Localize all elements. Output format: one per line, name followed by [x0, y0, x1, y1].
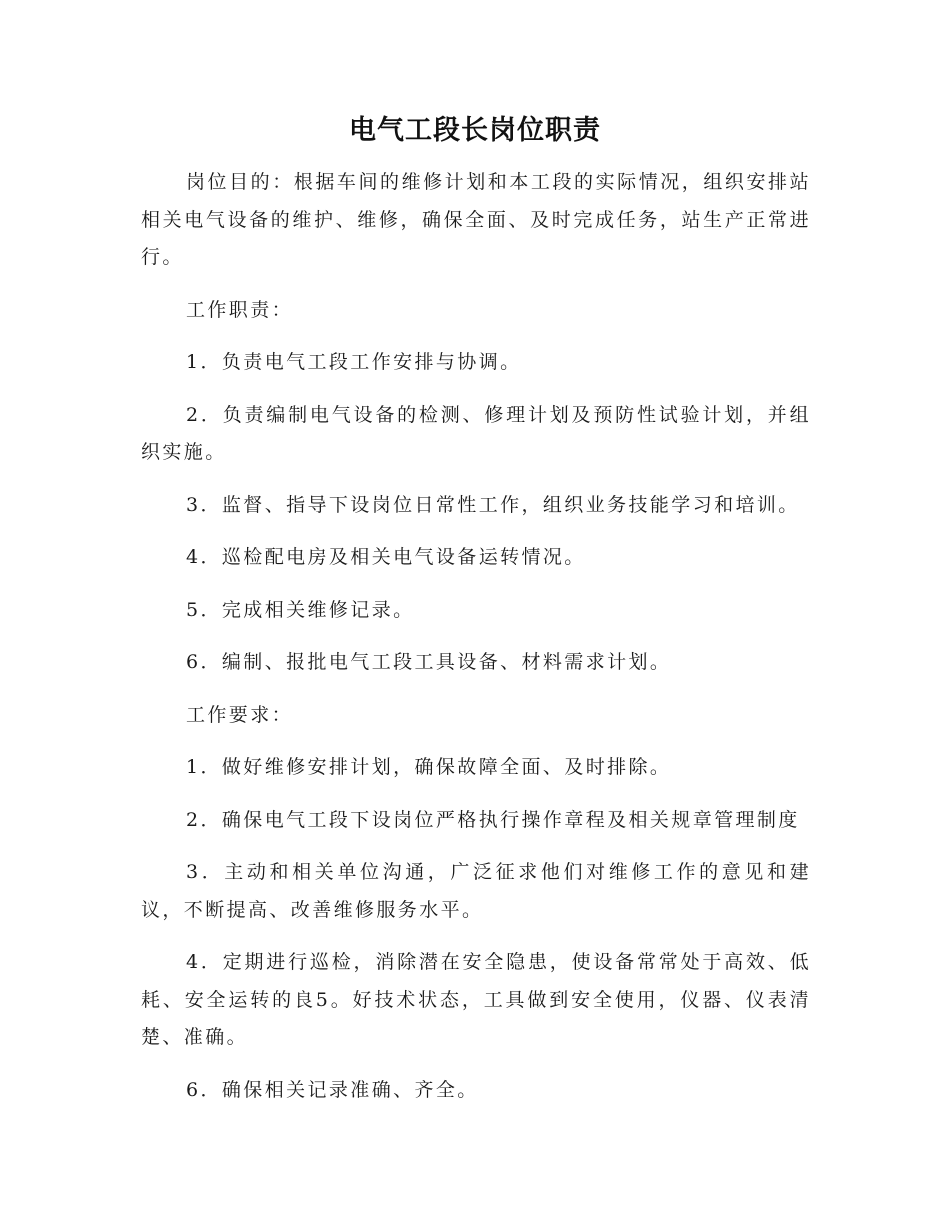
- duty-item-2: 2．负责编制电气设备的检测、修理计划及预防性试验计划，并组织实施。: [141, 403, 811, 463]
- duty-item-3: 3．监督、指导下设岗位日常性工作，组织业务技能学习和培训。: [186, 493, 800, 516]
- duty-item-5: 5．完成相关维修记录。: [186, 598, 415, 621]
- requirement-item-3: 3．主动和相关单位沟通，广泛征求他们对维修工作的意见和建议，不断提高、改善维修服务水平。: [141, 861, 811, 921]
- requirements-heading: 工作要求：: [186, 703, 294, 726]
- requirement-item-6: 6．确保相关记录准确、齐全。: [186, 1078, 479, 1101]
- requirement-item-2: 2．确保电气工段下设岗位严格执行操作章程及相关规章管理制度: [186, 808, 800, 831]
- requirement-item-1: 1．做好维修安排计划，确保故障全面、及时排除。: [186, 756, 672, 778]
- purpose-paragraph: 岗位目的：根据车间的维修计划和本工段的实际情况，组织安排站相关电气设备的维护、维修，确保全面、及时完成任务，站生产正常进行。: [141, 171, 811, 268]
- requirement-item-4: 4．定期进行巡检，消除潜在安全隐患，使设备常常处于高效、低耗、安全运转的良5。好技术状态，工具做到安全使用，仪器、仪表清楚、准确。: [141, 951, 811, 1048]
- document-body: [141, 164, 811, 1109]
- duties-heading: 工作职责：: [186, 298, 294, 321]
- duty-item-1: 1．负责电气工段工作安排与协调。: [186, 351, 522, 373]
- duty-item-4: 4．巡检配电房及相关电气设备运转情况。: [186, 546, 586, 568]
- duty-item-6: 6．编制、报批电气工段工具设备、材料需求计划。: [186, 651, 672, 673]
- document-title: 电气工段长岗位职责: [349, 115, 601, 146]
